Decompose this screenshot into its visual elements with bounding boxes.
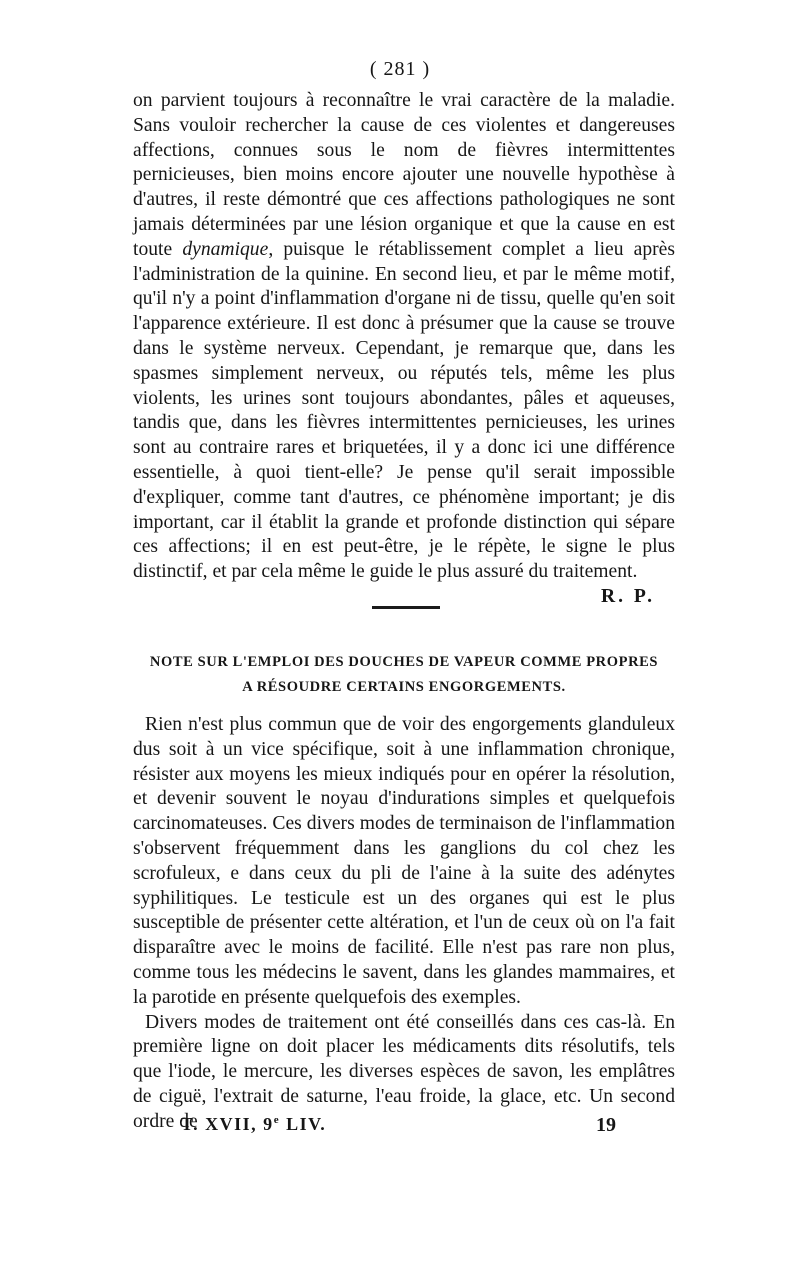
note-title-line-2: A RÉSOUDRE CERTAINS ENGORGEMENTS.	[242, 679, 566, 695]
emphasized-word: dynamique	[182, 238, 269, 260]
note-paragraph-2: Divers modes de traitement ont été conseillés dans ces cas-là. En première ligne on doit placer les médicaments dits résolutifs, tels que l'iode, le mercure, les diverses espèces de savon, les emplâtres de ciguë, l'extrait de saturne, l'eau froide, la glace, etc. Un second ordre de	[133, 1011, 675, 1132]
footer-sheet-number: 19	[596, 1114, 616, 1136]
footer-volume: T. XVII, 9	[181, 1114, 274, 1134]
page-footer	[0, 1114, 800, 1142]
note-body	[133, 713, 675, 1135]
note-paragraph-1: Rien n'est plus commun que de voir des engorgements glanduleux dus soit à un vice spécifique, soit à une inflammation chronique, résister aux moyens les mieux indiqués pour en opérer la résolution, et devenir souvent le noyau d'indurations simples et quelquefois carcinomateuses. Ces divers modes de terminaison de l'inflammation s'observent fréquemment dans les ganglions du col chez les scrofuleux, e dans ceux du pli de l'aine à la suite des adénytes syphilitiques. Le testicule est un des organes qui est le plus susceptible de présenter cette altération, et l'un de ceux où on l'a fait disparaître avec le moins de facilité. Elle n'est pas rare non plus, comme tous les médecins le savent, dans les glandes mammaires, et la parotide en présente quelquefois des exemples.	[133, 714, 675, 1008]
author-signature: R. P.	[600, 585, 655, 607]
article-conclusion-paragraph	[133, 89, 675, 607]
paragraph-text: on parvient toujours à reconnaître le vrai caractère de la maladie. Sans vouloir rechercher la cause de ces violentes et dangereuses affections, connues sous le nom de fièvres intermittentes pernicieuses, bien moins encore ajouter une nouvelle hypothèse à d'autres, il reste démontré que ces affections pathologiques ne sont jamais déterminées par une lésion organique et que la cause en est toute	[133, 90, 675, 260]
note-title-line-1: NOTE SUR L'EMPLOI DES DOUCHES DE VAPEUR COMME PROPRES	[149, 654, 659, 670]
article-conclusion	[133, 89, 675, 610]
note-title	[133, 650, 675, 700]
footer-signature-mark	[181, 1114, 326, 1135]
footer-superscript: e	[273, 1114, 281, 1126]
section-separator	[372, 606, 440, 609]
page-number: ( 281 )	[369, 58, 431, 80]
footer-issue: LIV.	[280, 1114, 327, 1134]
paragraph-text-continued: , puisque le rétablissement complet a lieu après l'administration de la quinine. En second lieu, et par le même motif, qu'il n'y a point d'inflammation d'organe ni de tissu, quelle qu'en soit l'apparence extérieure. Il est donc à présumer que la cause se trouve dans le système nerveux. Cependant, je remarque que, dans les spasmes simplement nerveux, ou réputés tels, même les plus violents, les urines sont toujours abondantes, pâles et aqueuses, tandis que, dans les fièvres intermittentes pernicieuses, les urines sont au contraire rares et briquetées, il y a donc ici une différence essentielle, à quoi tient-elle? Je pense qu'il serait impossible d'expliquer, comme tant d'autres, ce phénomène important; je dis important, car il établit la grande et profonde distinction qui sépare ces affections; il en est peut-être, je le répète, le signe le plus distinctif, et par cela même le guide le plus assuré du traitement.	[133, 238, 675, 583]
